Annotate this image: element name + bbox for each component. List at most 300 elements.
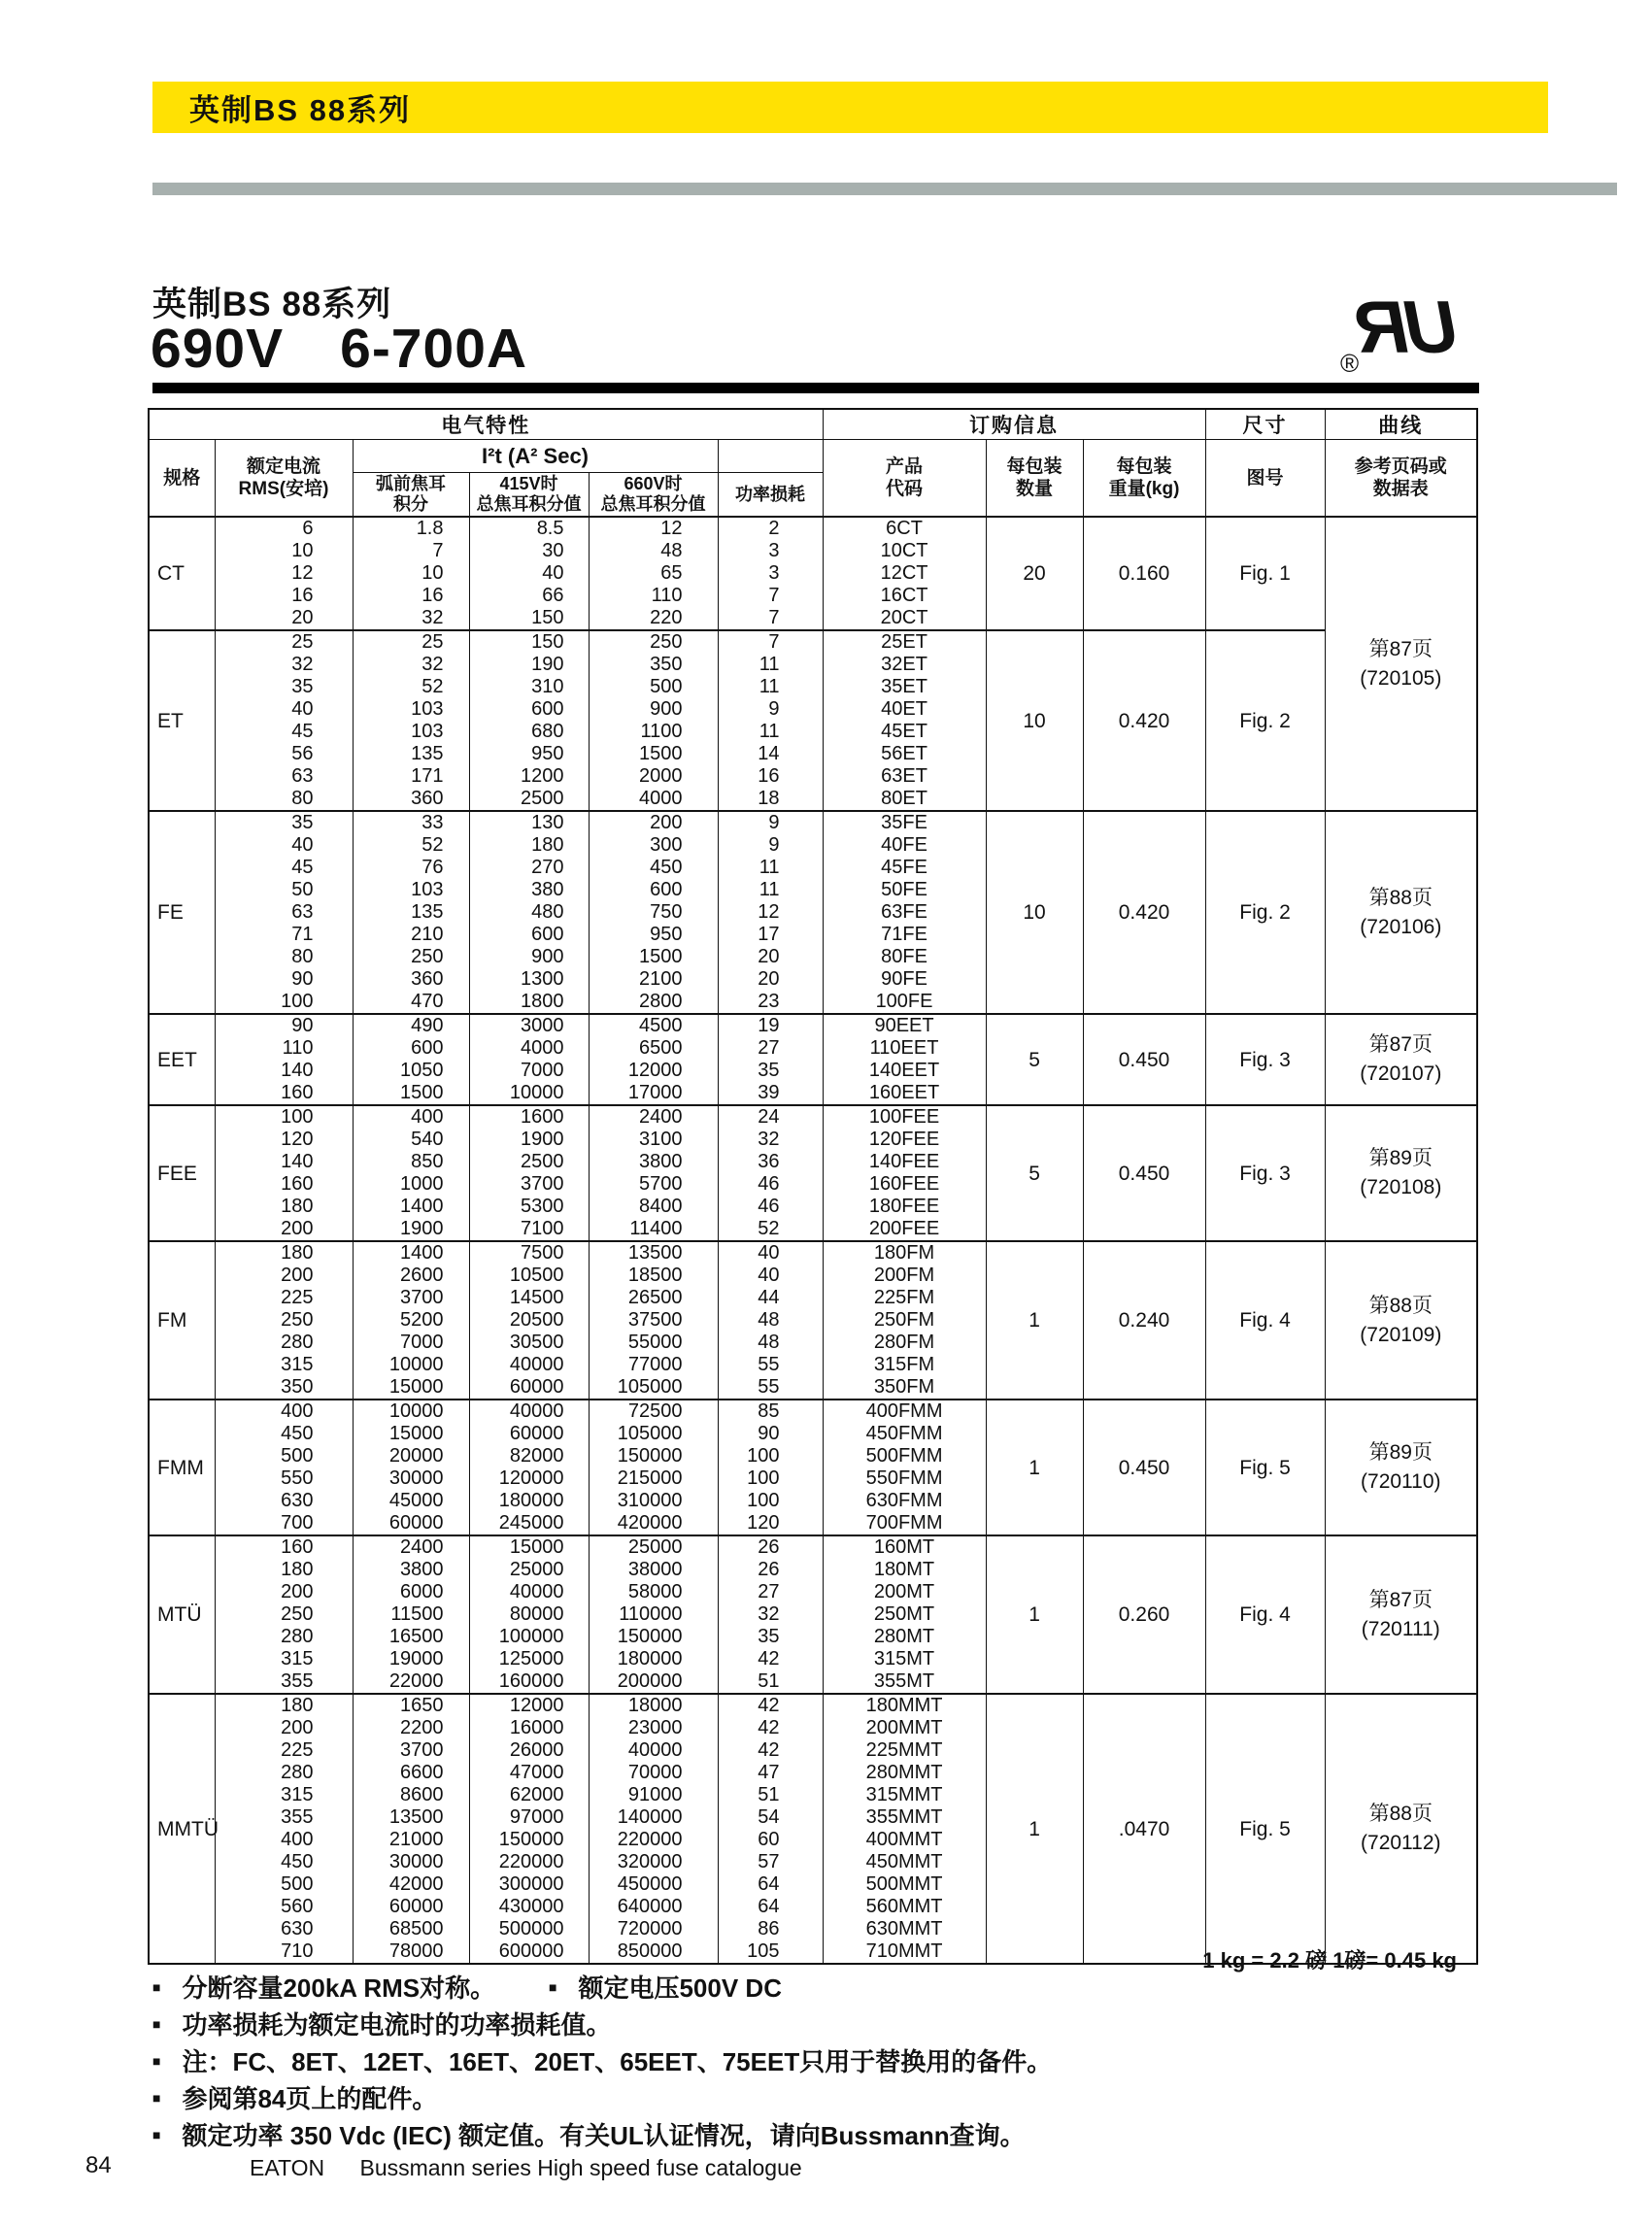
footnote-line — [152, 1968, 1366, 2005]
product-code-cell: 550FMM — [823, 1467, 986, 1490]
table-row — [149, 1400, 1477, 1423]
curve-ref-line1: 参考页码或 — [1354, 456, 1447, 477]
power-loss-cell: 39 — [718, 1082, 823, 1105]
i2t-660v-cell: 420000 — [589, 1512, 718, 1535]
i2t-415v-cell: 4000 — [469, 1037, 589, 1060]
i2t-415v-cell: 25000 — [469, 1559, 589, 1581]
current-cell: 90 — [215, 968, 353, 991]
i2t-415v-cell: 10000 — [469, 1082, 589, 1105]
current-cell: 56 — [215, 743, 353, 765]
footnote-text: 功率损耗为额定电流时的功率损耗值。 — [182, 2009, 612, 2040]
prearc-i2t-cell: 360 — [353, 968, 469, 991]
curve-page-ref: 第87页 — [1368, 1033, 1433, 1056]
current-cell: 350 — [215, 1376, 353, 1400]
i2t-415v-cell: 40000 — [469, 1581, 589, 1603]
qty-per-pack-cell: 5 — [986, 1014, 1083, 1105]
ul-recognized-mark-icon — [1342, 287, 1478, 385]
v660-line2: 总焦耳积分值 — [600, 494, 706, 514]
i2t-660v-cell: 600 — [589, 879, 718, 901]
product-code-cell: 120FEE — [823, 1129, 986, 1151]
prearc-i2t-cell: 45000 — [353, 1490, 469, 1512]
prearc-i2t-cell: 1400 — [353, 1241, 469, 1265]
product-code-cell: 630MMT — [823, 1918, 986, 1940]
i2t-415v-cell: 150 — [469, 607, 589, 630]
i2t-415v-cell: 160000 — [469, 1670, 589, 1694]
i2t-415v-cell: 7100 — [469, 1218, 589, 1241]
power-loss-cell: 20 — [718, 946, 823, 968]
prearc-i2t-cell: 8600 — [353, 1784, 469, 1806]
prearc-i2t-cell: 20000 — [353, 1445, 469, 1467]
current-cell: 71 — [215, 924, 353, 946]
prearc-i2t-cell: 210 — [353, 924, 469, 946]
spec-cell: MMTÜ — [149, 1694, 215, 1964]
product-code-cell: 45FE — [823, 857, 986, 879]
prearc-i2t-cell: 11500 — [353, 1603, 469, 1626]
current-cell: 90 — [215, 1014, 353, 1037]
i2t-660v-cell: 640000 — [589, 1896, 718, 1918]
curve-page-ref: 第88页 — [1368, 1294, 1433, 1317]
i2t-660v-cell: 12000 — [589, 1060, 718, 1082]
i2t-415v-cell: 300000 — [469, 1873, 589, 1896]
curve-page-ref: 第88页 — [1368, 1803, 1433, 1825]
title-rule-bar — [152, 383, 1479, 393]
i2t-415v-cell: 20500 — [469, 1309, 589, 1332]
power-loss-cell: 32 — [718, 1129, 823, 1151]
product-code-cell: 200FEE — [823, 1218, 986, 1241]
i2t-660v-cell: 72500 — [589, 1400, 718, 1423]
prearc-i2t-cell: 30000 — [353, 1467, 469, 1490]
col-header-figure: 图号 — [1205, 440, 1325, 518]
product-code-cell: 35ET — [823, 676, 986, 698]
weight-per-pack-cell: 0.260 — [1083, 1535, 1205, 1694]
prearc-i2t-cell: 470 — [353, 991, 469, 1014]
curve-data-code: (720106) — [1360, 915, 1442, 938]
i2t-415v-cell: 26000 — [469, 1739, 589, 1762]
voltage-rating: 690V — [151, 318, 285, 380]
i2t-660v-cell: 320000 — [589, 1851, 718, 1873]
qty-per-pack-cell: 10 — [986, 630, 1083, 811]
prearc-i2t-cell: 250 — [353, 946, 469, 968]
curve-data-code: (720107) — [1360, 1062, 1442, 1085]
prearc-i2t-cell: 19000 — [353, 1648, 469, 1670]
table-row — [149, 1694, 1477, 1717]
page-title — [151, 317, 527, 381]
current-cell: 25 — [215, 630, 353, 654]
v415-line1: 415V时 — [499, 474, 558, 493]
curve-ref-cell — [1325, 1535, 1477, 1694]
product-code-cell: 200MT — [823, 1581, 986, 1603]
weight-per-pack-cell: 0.450 — [1083, 1014, 1205, 1105]
rated-current-line1: 额定电流 — [246, 456, 320, 477]
i2t-415v-cell: 430000 — [469, 1896, 589, 1918]
i2t-660v-cell: 1500 — [589, 743, 718, 765]
prearc-i2t-cell: 15000 — [353, 1423, 469, 1445]
rated-current-line2: RMS(安培) — [238, 479, 329, 499]
footnote-text: 分断容量200kA RMS对称。 — [182, 1973, 496, 2003]
i2t-415v-cell: 1800 — [469, 991, 589, 1014]
product-code-cell: 160MT — [823, 1535, 986, 1559]
i2t-415v-cell: 270 — [469, 857, 589, 879]
power-loss-cell: 100 — [718, 1490, 823, 1512]
prearc-i2t-cell: 15000 — [353, 1376, 469, 1400]
power-loss-cell: 90 — [718, 1423, 823, 1445]
power-loss-cell: 42 — [718, 1739, 823, 1762]
prearc-i2t-cell: 6000 — [353, 1581, 469, 1603]
current-cell: 35 — [215, 811, 353, 834]
footnote-line — [152, 2041, 1366, 2078]
curve-data-code: (720105) — [1360, 666, 1442, 690]
current-cell: 160 — [215, 1173, 353, 1196]
curve-ref-cell — [1325, 1105, 1477, 1241]
table-body — [149, 517, 1477, 1964]
current-cell: 710 — [215, 1940, 353, 1964]
square-bullet-icon — [549, 1972, 578, 2002]
i2t-415v-cell: 600000 — [469, 1940, 589, 1964]
current-cell: 180 — [215, 1241, 353, 1265]
prearc-i2t-cell: 10000 — [353, 1400, 469, 1423]
i2t-415v-cell: 310 — [469, 676, 589, 698]
prearc-i2t-cell: 6600 — [353, 1762, 469, 1784]
power-loss-cell: 11 — [718, 857, 823, 879]
prearc-i2t-cell: 68500 — [353, 1918, 469, 1940]
power-loss-cell: 40 — [718, 1241, 823, 1265]
i2t-660v-cell: 4500 — [589, 1014, 718, 1037]
i2t-415v-cell: 60000 — [469, 1423, 589, 1445]
curve-page-ref: 第88页 — [1368, 886, 1433, 909]
figure-cell: Fig. 2 — [1205, 811, 1325, 1014]
current-cell: 630 — [215, 1918, 353, 1940]
product-code-cell: 10CT — [823, 540, 986, 562]
product-code-cell: 315FM — [823, 1354, 986, 1376]
curve-data-code: (720109) — [1360, 1323, 1442, 1346]
power-loss-cell: 11 — [718, 676, 823, 698]
power-loss-cell: 120 — [718, 1512, 823, 1535]
product-code-cell: 180FM — [823, 1241, 986, 1265]
product-code-cell: 160FEE — [823, 1173, 986, 1196]
current-cell: 400 — [215, 1829, 353, 1851]
current-range: 6-700A — [340, 318, 528, 380]
current-cell: 450 — [215, 1423, 353, 1445]
current-cell: 200 — [215, 1581, 353, 1603]
weight-per-pack-cell: 0.420 — [1083, 630, 1205, 811]
current-cell: 315 — [215, 1648, 353, 1670]
current-cell: 280 — [215, 1332, 353, 1354]
product-code-cell: 35FE — [823, 811, 986, 834]
power-loss-cell: 46 — [718, 1196, 823, 1218]
power-loss-cell: 3 — [718, 562, 823, 585]
power-loss-cell: 51 — [718, 1784, 823, 1806]
i2t-660v-cell: 38000 — [589, 1559, 718, 1581]
i2t-415v-cell: 66 — [469, 585, 589, 607]
power-loss-cell: 48 — [718, 1309, 823, 1332]
figure-cell: Fig. 3 — [1205, 1014, 1325, 1105]
prearc-i2t-cell: 60000 — [353, 1512, 469, 1535]
i2t-415v-cell: 62000 — [469, 1784, 589, 1806]
table-row — [149, 1535, 1477, 1559]
i2t-415v-cell: 900 — [469, 946, 589, 968]
i2t-660v-cell: 77000 — [589, 1354, 718, 1376]
i2t-660v-cell: 720000 — [589, 1918, 718, 1940]
i2t-660v-cell: 750 — [589, 901, 718, 924]
product-code-cell: 200MMT — [823, 1717, 986, 1739]
product-code-cell: 355MMT — [823, 1806, 986, 1829]
col-header-415v-i2t — [469, 473, 589, 518]
prearc-i2t-cell: 33 — [353, 811, 469, 834]
product-code-cell: 32ET — [823, 654, 986, 676]
prearc-i2t-cell: 10 — [353, 562, 469, 585]
qty-line2: 数量 — [1016, 479, 1054, 499]
i2t-415v-cell: 8.5 — [469, 517, 589, 540]
footnote-text: 注：FC、8ET、12ET、16ET、20ET、65EET、75EET只用于替换用的备件。 — [182, 2046, 1053, 2076]
i2t-660v-cell: 110000 — [589, 1603, 718, 1626]
power-loss-cell: 26 — [718, 1559, 823, 1581]
table-row — [149, 1105, 1477, 1129]
current-cell: 355 — [215, 1806, 353, 1829]
fuse-ratings-table — [148, 408, 1478, 1965]
i2t-415v-cell: 1600 — [469, 1105, 589, 1129]
i2t-415v-cell: 600 — [469, 698, 589, 721]
i2t-660v-cell: 3800 — [589, 1151, 718, 1173]
i2t-415v-cell: 7000 — [469, 1060, 589, 1082]
current-cell: 63 — [215, 765, 353, 788]
prearc-i2t-cell: 42000 — [353, 1873, 469, 1896]
power-loss-cell: 35 — [718, 1626, 823, 1648]
i2t-660v-cell: 1500 — [589, 946, 718, 968]
weight-per-pack-cell: 0.450 — [1083, 1105, 1205, 1241]
prearc-i2t-cell: 32 — [353, 654, 469, 676]
figure-cell: Fig. 3 — [1205, 1105, 1325, 1241]
prearc-i2t-cell: 135 — [353, 901, 469, 924]
i2t-660v-cell: 2800 — [589, 991, 718, 1014]
power-loss-cell: 18 — [718, 788, 823, 811]
current-cell: 6 — [215, 517, 353, 540]
product-code-cell: 56ET — [823, 743, 986, 765]
spec-cell: FE — [149, 811, 215, 1014]
power-loss-cell: 85 — [718, 1400, 823, 1423]
prearc-i2t-cell: 135 — [353, 743, 469, 765]
i2t-415v-cell: 80000 — [469, 1603, 589, 1626]
prearc-i2t-cell: 360 — [353, 788, 469, 811]
col-header-prearc-i2t — [353, 473, 469, 518]
qty-line1: 每包装 — [1006, 456, 1062, 477]
prearc-line1: 弧前焦耳 — [376, 474, 446, 493]
i2t-415v-cell: 150 — [469, 630, 589, 654]
power-loss-cell: 9 — [718, 834, 823, 857]
footnote-text: 参阅第84页上的配件。 — [182, 2083, 438, 2113]
curve-page-ref: 第87页 — [1368, 1588, 1433, 1611]
figure-cell: Fig. 5 — [1205, 1694, 1325, 1964]
power-loss-cell: 36 — [718, 1151, 823, 1173]
i2t-660v-cell: 17000 — [589, 1082, 718, 1105]
ul-letters-icon: UR — [1360, 287, 1459, 369]
figure-cell: Fig. 4 — [1205, 1241, 1325, 1400]
product-code-cell: 90FE — [823, 968, 986, 991]
curve-data-code: (720111) — [1361, 1617, 1440, 1640]
power-loss-cell: 23 — [718, 991, 823, 1014]
prearc-i2t-cell: 3700 — [353, 1739, 469, 1762]
power-loss-cell: 46 — [718, 1173, 823, 1196]
prearc-i2t-cell: 76 — [353, 857, 469, 879]
product-code-cell: 355MT — [823, 1670, 986, 1694]
weight-line2: 重量(kg) — [1108, 479, 1180, 499]
figure-cell: Fig. 2 — [1205, 630, 1325, 811]
i2t-415v-cell: 220000 — [469, 1851, 589, 1873]
current-cell: 140 — [215, 1060, 353, 1082]
i2t-415v-cell: 120000 — [469, 1467, 589, 1490]
curve-ref-cell — [1325, 1694, 1477, 1964]
prearc-i2t-cell: 7 — [353, 540, 469, 562]
product-code-cell: 280MT — [823, 1626, 986, 1648]
i2t-415v-cell: 5300 — [469, 1196, 589, 1218]
spec-cell: FMM — [149, 1400, 215, 1535]
product-code-cell: 400FMM — [823, 1400, 986, 1423]
i2t-660v-cell: 850000 — [589, 1940, 718, 1964]
product-code-cell: 560MMT — [823, 1896, 986, 1918]
product-code-cell: 80FE — [823, 946, 986, 968]
prearc-i2t-cell: 103 — [353, 721, 469, 743]
i2t-660v-cell: 200000 — [589, 1670, 718, 1694]
product-code-cell: 160EET — [823, 1082, 986, 1105]
power-loss-cell: 27 — [718, 1581, 823, 1603]
current-cell: 32 — [215, 654, 353, 676]
i2t-415v-cell: 600 — [469, 924, 589, 946]
i2t-415v-cell: 40000 — [469, 1400, 589, 1423]
current-cell: 12 — [215, 562, 353, 585]
current-cell: 50 — [215, 879, 353, 901]
power-loss-cell: 32 — [718, 1603, 823, 1626]
curve-page-ref: 第89页 — [1368, 1147, 1433, 1169]
product-code-cell: 80ET — [823, 788, 986, 811]
current-cell: 140 — [215, 1151, 353, 1173]
top-series-banner — [152, 82, 1548, 133]
i2t-415v-cell: 60000 — [469, 1376, 589, 1400]
i2t-660v-cell: 48 — [589, 540, 718, 562]
qty-per-pack-cell: 10 — [986, 811, 1083, 1014]
product-code-cell: 71FE — [823, 924, 986, 946]
col-header-product-code — [823, 440, 986, 518]
power-loss-cell: 35 — [718, 1060, 823, 1082]
i2t-660v-cell: 91000 — [589, 1784, 718, 1806]
product-code-cell: 180MMT — [823, 1694, 986, 1717]
product-code-cell: 16CT — [823, 585, 986, 607]
square-bullet-icon — [152, 2082, 182, 2112]
i2t-660v-cell: 250 — [589, 630, 718, 654]
i2t-660v-cell: 12 — [589, 517, 718, 540]
col-header-i2t: I²t (A² Sec) — [353, 440, 718, 473]
power-loss-cell: 42 — [718, 1648, 823, 1670]
col-header-curve-ref — [1325, 440, 1477, 518]
qty-per-pack-cell: 1 — [986, 1400, 1083, 1535]
i2t-660v-cell: 40000 — [589, 1739, 718, 1762]
i2t-660v-cell: 200 — [589, 811, 718, 834]
prearc-i2t-cell: 171 — [353, 765, 469, 788]
prearc-i2t-cell: 1000 — [353, 1173, 469, 1196]
i2t-415v-cell: 10500 — [469, 1265, 589, 1287]
product-code-cell: 140FEE — [823, 1151, 986, 1173]
power-loss-cell: 54 — [718, 1806, 823, 1829]
weight-per-pack-cell: 0.420 — [1083, 811, 1205, 1014]
col-header-660v-i2t — [589, 473, 718, 518]
footnote-text: 额定电压500V DC — [578, 1973, 782, 2003]
i2t-415v-cell: 30 — [469, 540, 589, 562]
power-loss-cell: 52 — [718, 1218, 823, 1241]
current-cell: 35 — [215, 676, 353, 698]
page-number: 84 — [85, 2152, 112, 2178]
power-loss-cell: 42 — [718, 1694, 823, 1717]
square-bullet-icon — [152, 2119, 182, 2149]
power-loss-cell: 42 — [718, 1717, 823, 1739]
current-cell: 200 — [215, 1265, 353, 1287]
prearc-i2t-cell: 103 — [353, 879, 469, 901]
i2t-660v-cell: 1100 — [589, 721, 718, 743]
i2t-660v-cell: 55000 — [589, 1332, 718, 1354]
i2t-660v-cell: 26500 — [589, 1287, 718, 1309]
power-loss-cell: 48 — [718, 1332, 823, 1354]
square-bullet-icon — [152, 1972, 182, 2002]
prearc-i2t-cell: 16500 — [353, 1626, 469, 1648]
prearc-i2t-cell: 60000 — [353, 1896, 469, 1918]
product-code-cell: 45ET — [823, 721, 986, 743]
i2t-660v-cell: 2400 — [589, 1105, 718, 1129]
i2t-660v-cell: 150000 — [589, 1445, 718, 1467]
i2t-660v-cell: 8400 — [589, 1196, 718, 1218]
i2t-415v-cell: 180 — [469, 834, 589, 857]
prearc-i2t-cell: 1650 — [353, 1694, 469, 1717]
power-loss-cell: 24 — [718, 1105, 823, 1129]
catalog-title: Bussmann series High speed fuse catalogue — [359, 2155, 802, 2180]
i2t-415v-cell: 150000 — [469, 1829, 589, 1851]
i2t-660v-cell: 220000 — [589, 1829, 718, 1851]
product-code-line2: 代码 — [886, 479, 924, 499]
i2t-660v-cell: 450 — [589, 857, 718, 879]
current-cell: 450 — [215, 1851, 353, 1873]
power-loss-cell: 7 — [718, 630, 823, 654]
current-cell: 280 — [215, 1626, 353, 1648]
i2t-660v-cell: 70000 — [589, 1762, 718, 1784]
prearc-i2t-cell: 2400 — [353, 1535, 469, 1559]
current-cell: 550 — [215, 1467, 353, 1490]
product-code-cell: 40ET — [823, 698, 986, 721]
product-code-cell: 225MMT — [823, 1739, 986, 1762]
footnote-line — [152, 2115, 1366, 2152]
table-row — [149, 811, 1477, 834]
product-code-cell: 140EET — [823, 1060, 986, 1082]
i2t-415v-cell: 950 — [469, 743, 589, 765]
power-loss-cell: 100 — [718, 1445, 823, 1467]
weight-line1: 每包装 — [1116, 456, 1172, 477]
current-cell: 355 — [215, 1670, 353, 1694]
prearc-i2t-cell: 30000 — [353, 1851, 469, 1873]
power-loss-cell: 64 — [718, 1873, 823, 1896]
product-code-cell: 710MMT — [823, 1940, 986, 1964]
i2t-415v-cell: 125000 — [469, 1648, 589, 1670]
prearc-i2t-cell: 850 — [353, 1151, 469, 1173]
i2t-415v-cell: 2500 — [469, 788, 589, 811]
power-loss-cell: 44 — [718, 1287, 823, 1309]
current-cell: 500 — [215, 1873, 353, 1896]
power-loss-cell: 11 — [718, 721, 823, 743]
figure-cell: Fig. 1 — [1205, 517, 1325, 630]
current-cell: 100 — [215, 1105, 353, 1129]
product-code-cell: 225FM — [823, 1287, 986, 1309]
power-loss-cell: 14 — [718, 743, 823, 765]
curve-page-ref: 第87页 — [1368, 637, 1433, 660]
spec-cell: FM — [149, 1241, 215, 1400]
i2t-415v-cell: 7500 — [469, 1241, 589, 1265]
i2t-660v-cell: 2000 — [589, 765, 718, 788]
current-cell: 315 — [215, 1354, 353, 1376]
product-code-cell: 63FE — [823, 901, 986, 924]
